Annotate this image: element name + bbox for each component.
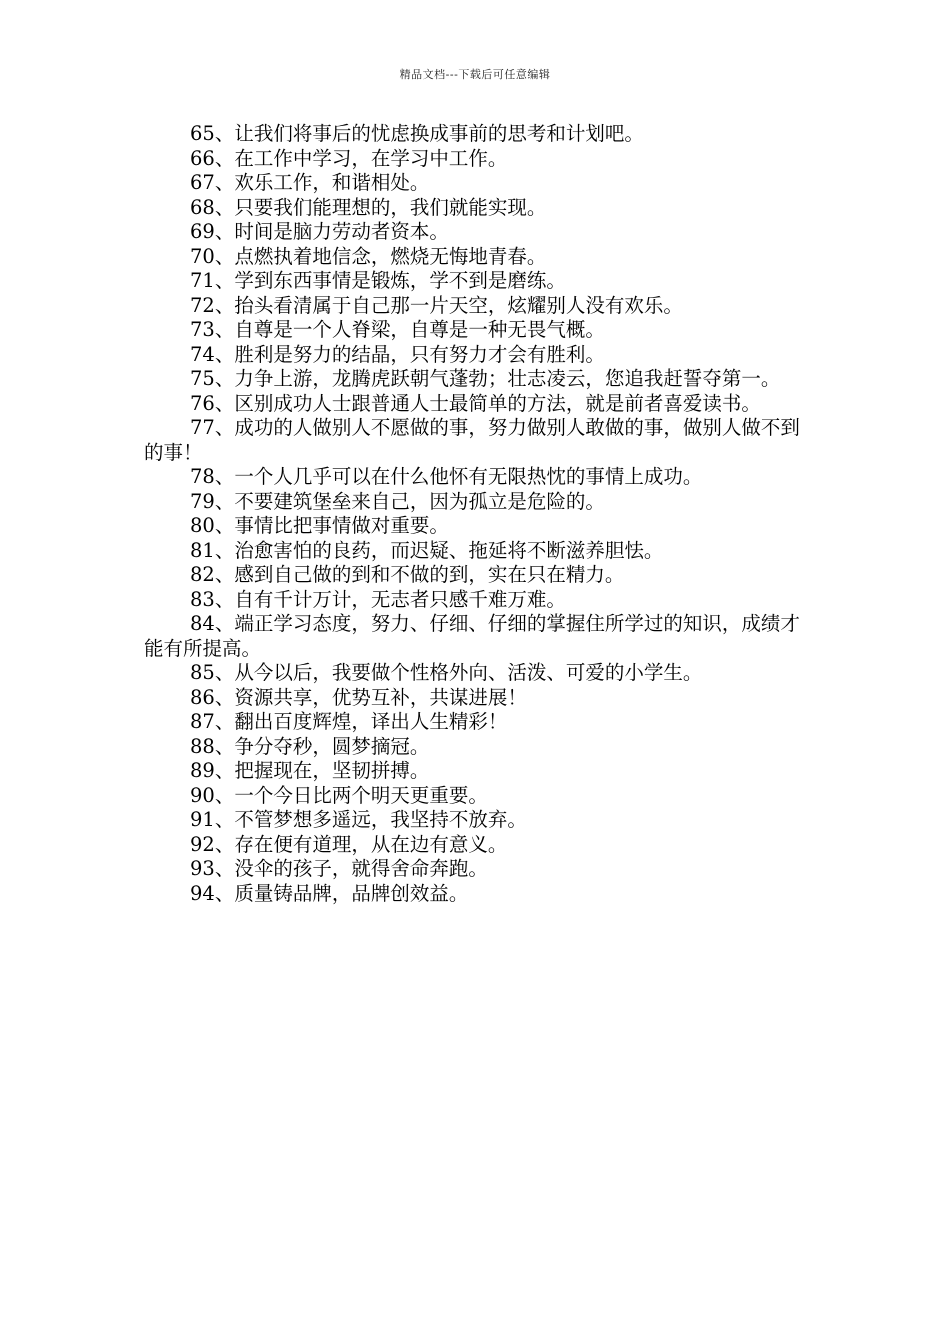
quote-line: 73、自尊是一个人脊梁，自尊是一种无畏气概。	[190, 318, 605, 341]
quote-line: 78、一个人几乎可以在什么他怀有无限热忱的事情上成功。	[190, 465, 703, 488]
quote-line: 86、资源共享，优势互补，共谋进展！	[190, 685, 527, 709]
quote-line: 81、治愈害怕的良药，而迟疑、拖延将不断滋养胆怯。	[190, 538, 664, 562]
quote-line: 92、存在便有道理，从在边有意义。	[190, 832, 508, 856]
quote-line: 71、学到东西事情是锻炼，学不到是磨练。	[190, 269, 566, 292]
quote-line: 83、自有千计万计，无志者只感千难万难。	[190, 587, 566, 611]
quote-line: 75、力争上游，龙腾虎跃朝气蓬勃；壮志凌云，您追我赶誓夺第一。	[190, 367, 781, 390]
quote-line: 80、事情比把事情做对重要。	[190, 514, 449, 537]
quote-line: 77、成功的人做别人不愿做的事，努力做别人敢做的事，做别人做不到的事！	[144, 416, 800, 464]
page-header: 精品文档---下载后可任意编辑	[399, 68, 551, 81]
quote-line: 94、质量铸品牌，品牌创效益。	[190, 881, 469, 905]
quote-line: 87、翻出百度辉煌，译出人生精彩！	[190, 710, 508, 733]
quote-line: 68、只要我们能理想的，我们就能实现。	[190, 195, 547, 219]
document-body	[144, 122, 814, 906]
quote-line: 84、端正学习态度，努力、仔细、仔细的掌握住所学过的知识，成绩才能有所提高。	[144, 612, 800, 660]
quote-line: 69、时间是脑力劳动者资本。	[190, 220, 449, 243]
quote-line: 70、点燃执着地信念，燃烧无悔地青春。	[190, 244, 547, 268]
quote-line: 93、没伞的孩子，就得舍命奔跑。	[190, 857, 488, 880]
quote-line: 72、抬头看清属于自己那一片天空，炫耀别人没有欢乐。	[190, 293, 683, 317]
quote-line: 74、胜利是努力的结晶，只有努力才会有胜利。	[190, 342, 605, 366]
quote-line: 89、把握现在，坚韧拼搏。	[190, 759, 430, 782]
quote-line: 82、感到自己做的到和不做的到，实在只在精力。	[190, 563, 625, 586]
quote-line: 91、不管梦想多遥远，我坚持不放弃。	[190, 808, 527, 831]
quote-line: 79、不要建筑堡垒来自己，因为孤立是危险的。	[190, 489, 605, 513]
quote-line: 90、一个今日比两个明天更重要。	[190, 783, 488, 807]
quote-line: 67、欢乐工作，和谐相处。	[190, 171, 430, 194]
quote-line: 65、让我们将事后的忧虑换成事前的思考和计划吧。	[190, 122, 644, 145]
quote-line: 85、从今以后，我要做个性格外向、活泼、可爱的小学生。	[190, 661, 703, 684]
quote-line: 76、区别成功人士跟普通人士最简单的方法，就是前者喜爱读书。	[190, 391, 761, 415]
quote-line: 88、争分夺秒，圆梦摘冠。	[190, 734, 430, 758]
quote-line: 66、在工作中学习，在学习中工作。	[190, 146, 508, 170]
